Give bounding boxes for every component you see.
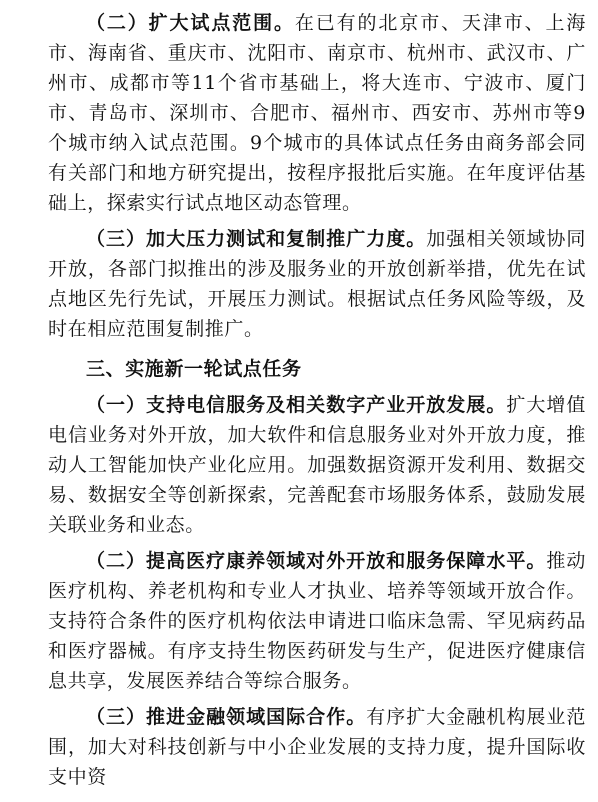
paragraph-finance-cooperation	[48, 702, 586, 792]
paragraph-body: 在已有的北京市、天津市、上海市、海南省、重庆市、沈阳市、南京市、杭州市、武汉市、广州市、成都市等11个省市基础上，将大连市、宁波市、厦门市、青岛市、深圳市、合肥市、福州市、西安市、苏州市等9个城市纳入试点范围。9个城市的具体试点任务由商务部会同有关部门和地方研究提出，按程序报批后实施。在年度评估基础上，探索实行试点地区动态管理。	[48, 12, 586, 214]
paragraph-body: 有序扩大金融机构展业范围，加大对科技创新与中小企业发展的支持力度，提升国际收支中资	[48, 706, 586, 788]
paragraph-medical-care	[48, 546, 586, 696]
section-title: 三、实施新一轮试点任务	[86, 358, 302, 380]
paragraph-heading: （一）支持电信服务及相关数字产业开放发展。	[86, 394, 507, 416]
paragraph-stress-test	[48, 224, 586, 344]
document-page	[48, 8, 586, 798]
paragraph-expand-pilot-scope	[48, 8, 586, 218]
paragraph-body: 加强相关领域协同开放，各部门拟推出的涉及服务业的开放创新举措，优先在试点地区先行先试，开展压力测试。根据试点任务风险等级，及时在相应范围复制推广。	[48, 228, 586, 340]
paragraph-telecom-services	[48, 390, 586, 540]
paragraph-heading: （三）加大压力测试和复制推广力度。	[86, 228, 427, 250]
paragraph-body: 推动医疗机构、养老机构和专业人才执业、培养等领域开放合作。支持符合条件的医疗机构依法申请进口临床急需、罕见病药品和医疗器械。有序支持生物医药研发与生产，促进医疗健康信息共享，发展医养结合等综合服务。	[48, 550, 586, 692]
paragraph-heading: （三）推进金融领域国际合作。	[86, 706, 367, 728]
paragraph-heading: （二）提高医疗康养领域对外开放和服务保障水平。	[86, 550, 547, 572]
paragraph-heading: （二）扩大试点范围。	[86, 12, 295, 34]
paragraph-body: 扩大增值电信业务对外开放，加大软件和信息服务业对外开放力度，推动人工智能加快产业化应用。加强数据资源开发利用、数据交易、数据安全等创新探索，完善配套市场服务体系，鼓励发展关联业务和业态。	[48, 394, 586, 536]
